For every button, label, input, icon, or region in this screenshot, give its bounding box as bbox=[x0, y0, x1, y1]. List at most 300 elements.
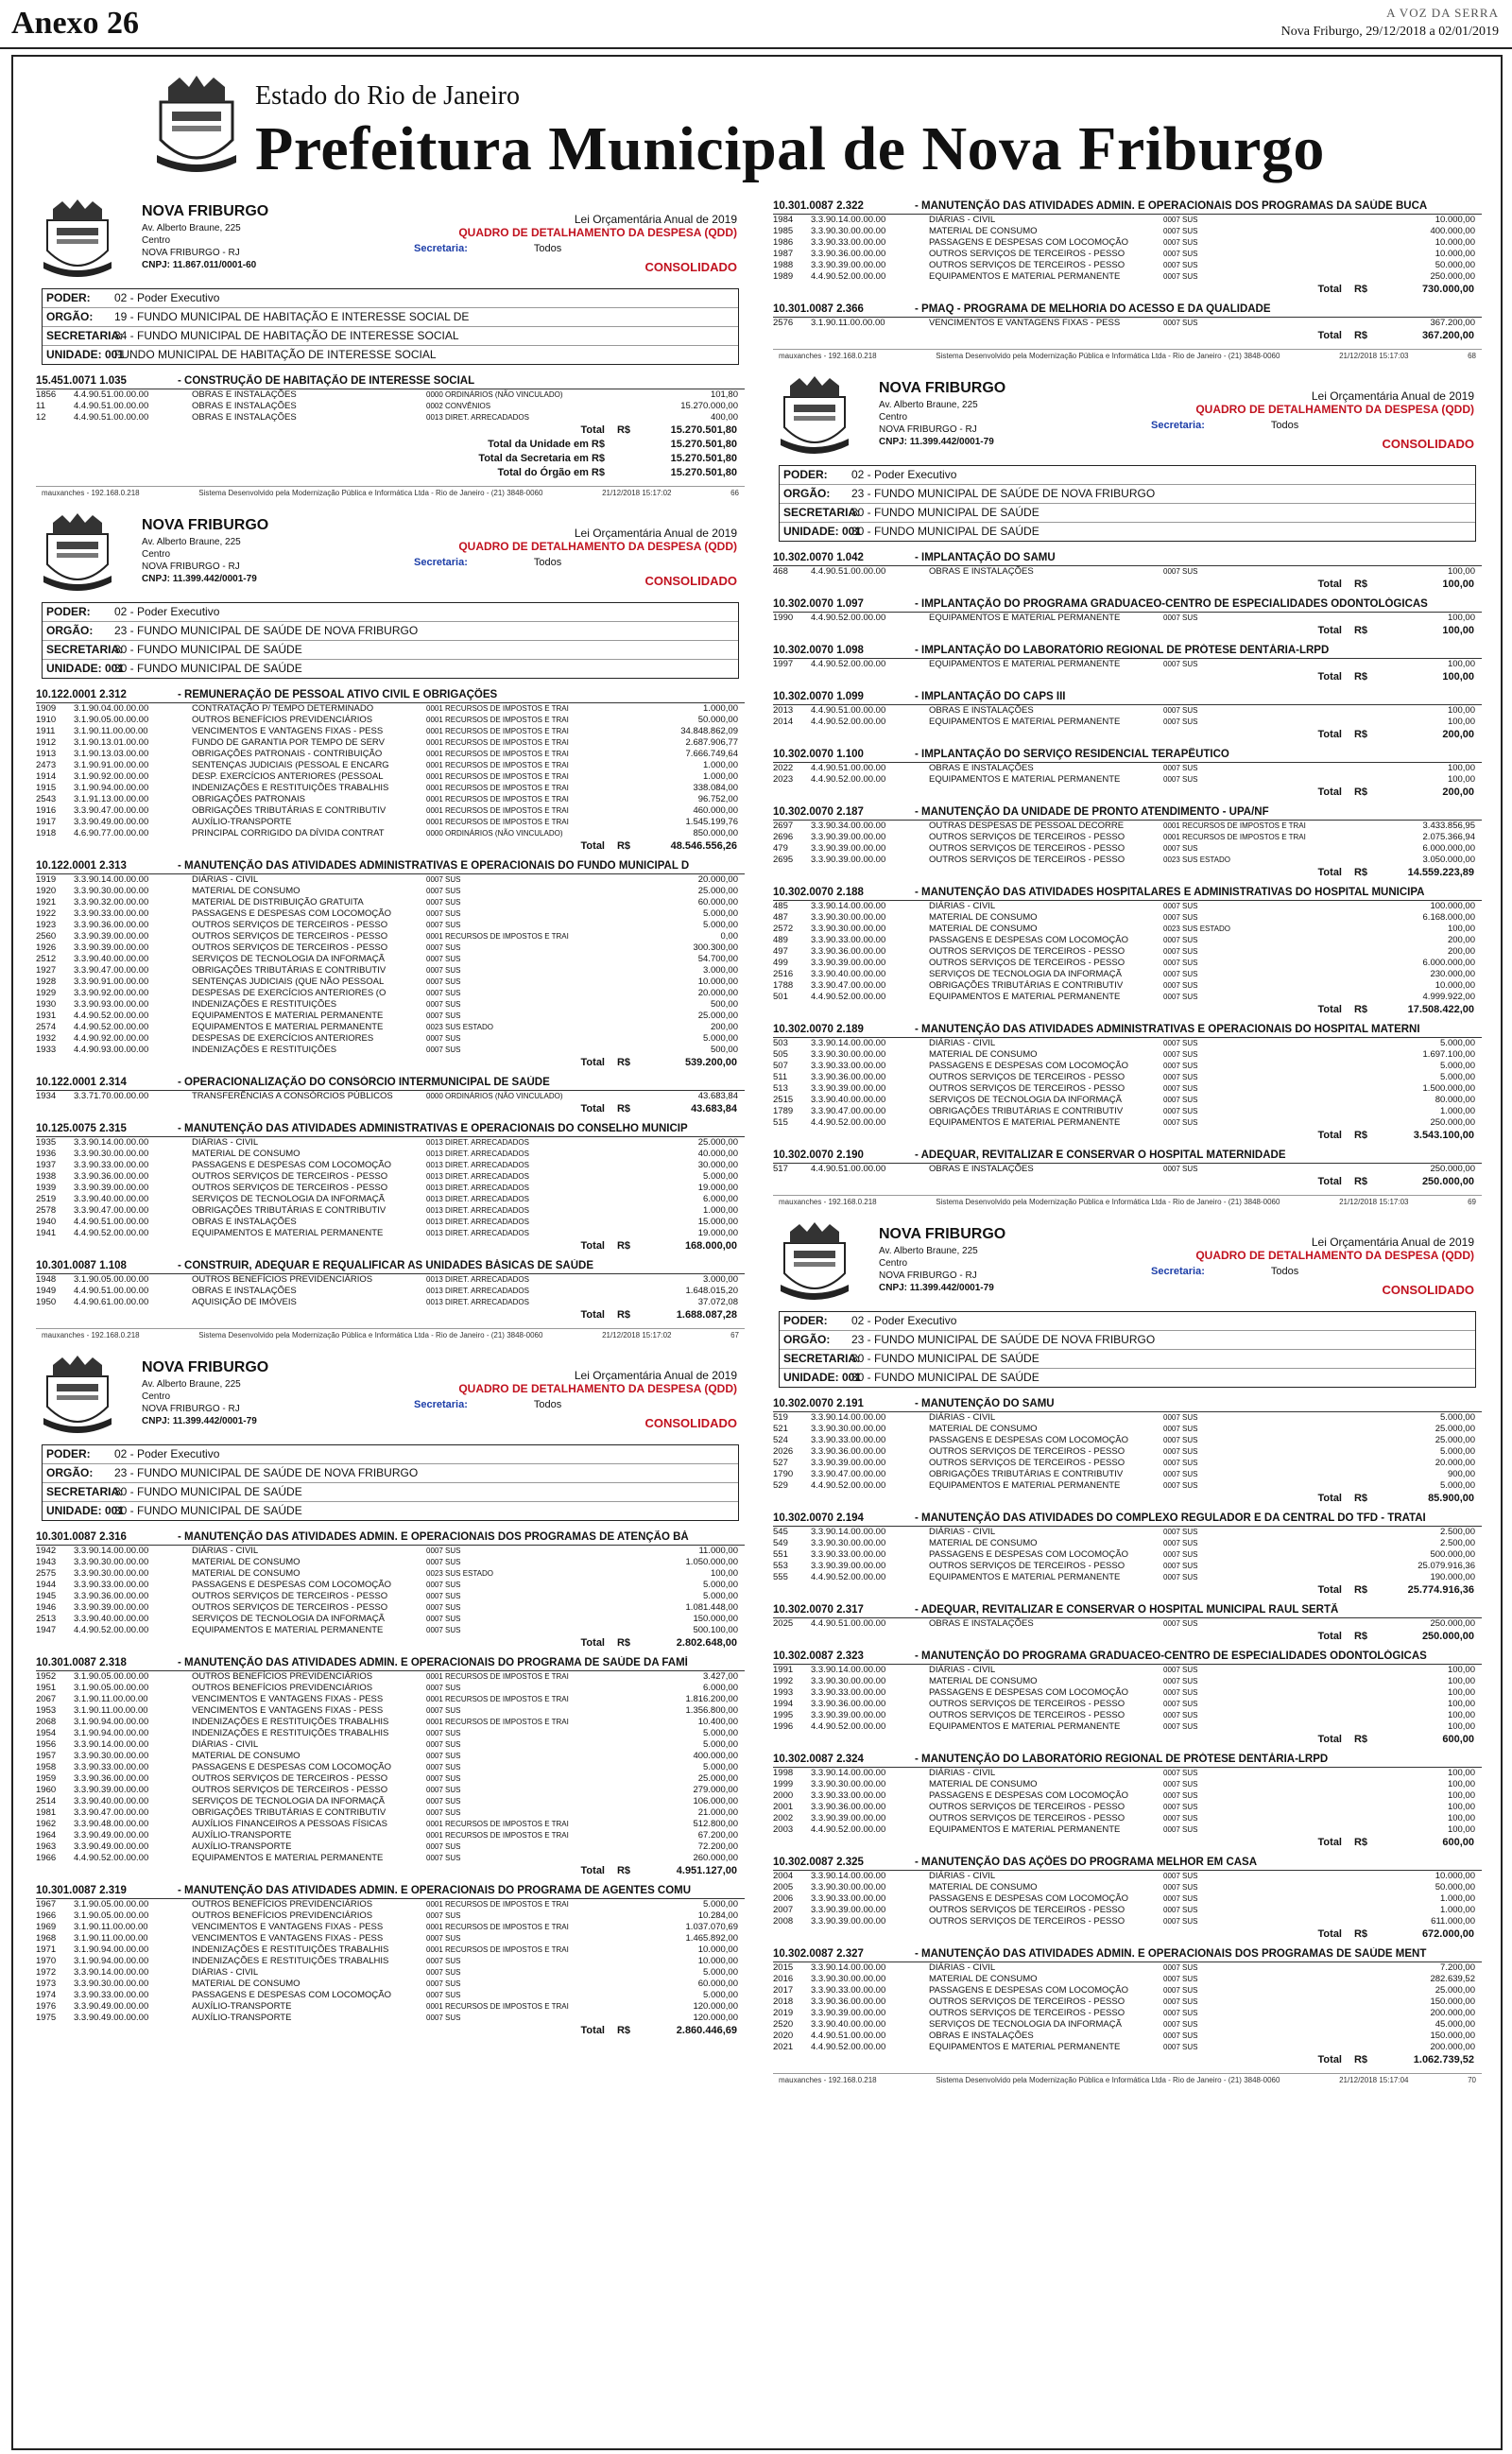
row-id: 2473 bbox=[36, 760, 57, 770]
total-currency: R$ bbox=[1353, 1130, 1368, 1141]
resource-source: 0013 DIRET. ARRECADADOS bbox=[426, 1275, 529, 1284]
nature-code: 4.4.90.52.00.00.00 bbox=[74, 1625, 149, 1635]
meta-row bbox=[43, 1502, 738, 1520]
total-label: Total bbox=[1317, 579, 1342, 590]
table-row bbox=[773, 1768, 1482, 1779]
amount: 1.000,00 bbox=[703, 1205, 738, 1216]
total-currency: R$ bbox=[1353, 729, 1368, 740]
table-row bbox=[773, 924, 1482, 935]
footer-text: mauxanches - 192.168.0.218 bbox=[779, 2076, 877, 2084]
table-row bbox=[36, 794, 745, 805]
nature-code: 3.3.90.39.00.00.00 bbox=[811, 832, 886, 842]
row-id: 1932 bbox=[36, 1033, 57, 1044]
table-row bbox=[773, 659, 1482, 670]
secretaria-value: Todos bbox=[1270, 1266, 1299, 1277]
nature-code: 3.3.90.36.00.00.00 bbox=[74, 920, 149, 930]
row-id: 2512 bbox=[36, 954, 57, 964]
resource-source: 0023 SUS ESTADO bbox=[426, 1023, 493, 1031]
expense-description: OBRAS E INSTALAÇÕES bbox=[929, 705, 1034, 716]
expense-description: OBRAS E INSTALAÇÕES bbox=[192, 1286, 297, 1296]
amount: 200,00 bbox=[710, 1022, 738, 1032]
expense-description: MATERIAL DE CONSUMO bbox=[929, 226, 1038, 236]
amount: 100,00 bbox=[1447, 1802, 1475, 1812]
action-title bbox=[773, 1149, 1482, 1164]
row-id: 513 bbox=[773, 1083, 788, 1094]
action-name: - MANUTENÇÃO DAS ATIVIDADES ADMIN. E OPERACIONAIS DO PROGRAMA DE AGENTES COMU bbox=[178, 1885, 692, 1896]
resource-source: 0013 DIRET. ARRECADADOS bbox=[426, 1218, 529, 1226]
total-label: Total bbox=[1317, 867, 1342, 878]
expense-description: OBRAS E INSTALAÇÕES bbox=[192, 412, 297, 423]
table-row bbox=[773, 1061, 1482, 1072]
table-row bbox=[773, 2042, 1482, 2053]
resource-source: 0007 SUS bbox=[426, 887, 461, 895]
resource-source: 0007 SUS bbox=[1163, 272, 1198, 281]
expense-description: OUTROS SERVIÇOS DE TERCEIROS - PESSO bbox=[929, 1699, 1125, 1709]
action-code: 10.122.0001 2.313 bbox=[36, 860, 127, 872]
expense-description: OUTROS SERVIÇOS DE TERCEIROS - PESSO bbox=[929, 1083, 1125, 1094]
amount: 10.000,00 bbox=[1435, 249, 1475, 259]
action-name: - MANUTENÇÃO DAS ATIVIDADES HOSPITALARES E ADMINISTRATIVAS DO HOSPITAL MUNICIPA bbox=[915, 887, 1425, 898]
resource-source: 0007 SUS bbox=[1163, 1107, 1198, 1115]
action-title bbox=[773, 1947, 1482, 1962]
expense-description: INDENIZAÇÕES E RESTITUIÇÕES bbox=[192, 999, 337, 1010]
row-id: 2008 bbox=[773, 1916, 794, 1927]
nature-code: 4.6.90.77.00.00.00 bbox=[74, 828, 149, 838]
row-id: 2001 bbox=[773, 1802, 794, 1812]
amount: 500.100,00 bbox=[693, 1625, 738, 1635]
table-row bbox=[36, 874, 745, 886]
total-label: Total bbox=[1317, 1004, 1342, 1015]
resource-source: 0007 SUS bbox=[1163, 902, 1198, 910]
table-row bbox=[36, 1705, 745, 1717]
action-code: 10.301.0087 2.316 bbox=[36, 1531, 127, 1543]
meta-key: SECRETARIA: bbox=[783, 506, 861, 519]
secretaria-filter bbox=[414, 1399, 561, 1410]
nature-code: 3.1.91.13.00.00.00 bbox=[74, 794, 149, 804]
expense-description: PRINCIPAL CORRIGIDO DA DÍVIDA CONTRAT bbox=[192, 828, 385, 838]
row-id: 517 bbox=[773, 1164, 788, 1174]
nature-code: 3.3.90.30.00.00.00 bbox=[811, 1882, 886, 1892]
expense-description: OUTROS SERVIÇOS DE TERCEIROS - PESSO bbox=[192, 1183, 388, 1193]
expense-description: DIÁRIAS - CIVIL bbox=[192, 1137, 259, 1148]
cnpj: CNPJ: 11.399.442/0001-79 bbox=[142, 1416, 257, 1426]
table-row bbox=[36, 1228, 745, 1239]
action-code: 10.302.0070 1.098 bbox=[773, 645, 864, 656]
table-row bbox=[773, 1549, 1482, 1561]
nature-code: 3.3.90.14.00.00.00 bbox=[74, 1546, 149, 1556]
amount: 5.000,00 bbox=[703, 1171, 738, 1182]
table-row bbox=[773, 935, 1482, 946]
secretaria-label: Secretaria: bbox=[414, 243, 468, 254]
expense-description: PASSAGENS E DESPESAS COM LOCOMOÇÃO bbox=[192, 1990, 391, 2000]
resource-source: 0001 RECURSOS DE IMPOSTOS E TRAI bbox=[426, 750, 569, 758]
nature-code: 3.3.90.14.00.00.00 bbox=[811, 1871, 886, 1881]
total-value: 100,00 bbox=[1442, 625, 1474, 636]
expense-description: AUXÍLIO-TRANSPORTE bbox=[192, 817, 292, 827]
footer-text: 21/12/2018 15:17:03 bbox=[1339, 352, 1409, 360]
total-row bbox=[773, 1129, 1482, 1143]
address-line: Av. Alberto Braune, 225 bbox=[879, 1246, 978, 1256]
resource-source: 0007 SUS bbox=[426, 1011, 461, 1020]
amount: 250.000,00 bbox=[1430, 1117, 1475, 1128]
expense-description: AUXÍLIO-TRANSPORTE bbox=[192, 1830, 292, 1840]
action-code: 10.301.0087 1.108 bbox=[36, 1260, 127, 1271]
meta-key: PODER: bbox=[783, 468, 828, 481]
resource-source: 0001 RECURSOS DE IMPOSTOS E TRAI bbox=[1163, 821, 1306, 830]
action-name: - MANUTENÇÃO DAS AÇÕES DO PROGRAMA MELHOR EM CASA bbox=[915, 1857, 1258, 1868]
expense-rows bbox=[773, 1768, 1482, 1836]
amount: 5.000,00 bbox=[703, 1899, 738, 1910]
row-id: 2006 bbox=[773, 1893, 794, 1904]
resource-source: 0007 SUS bbox=[1163, 936, 1198, 944]
row-id: 1964 bbox=[36, 1830, 57, 1840]
resource-source: 0013 DIRET. ARRECADADOS bbox=[426, 1172, 529, 1181]
table-row bbox=[773, 958, 1482, 969]
resource-source: 0013 DIRET. ARRECADADOS bbox=[426, 1206, 529, 1215]
expense-description: DIÁRIAS - CIVIL bbox=[929, 1768, 996, 1778]
total-label: Total bbox=[1317, 729, 1342, 740]
address-line: Av. Alberto Braune, 225 bbox=[142, 223, 241, 233]
expense-description: OBRAS E INSTALAÇÕES bbox=[192, 1217, 297, 1227]
table-row bbox=[773, 821, 1482, 832]
amount: 100,00 bbox=[1447, 1721, 1475, 1732]
expense-description: OBRAS E INSTALAÇÕES bbox=[929, 2031, 1034, 2041]
nature-code: 4.4.90.52.00.00.00 bbox=[811, 1117, 886, 1128]
row-id: 468 bbox=[773, 566, 788, 577]
total-value: 250.000,00 bbox=[1421, 1631, 1474, 1642]
action-code: 10.301.0087 2.319 bbox=[36, 1885, 127, 1896]
nature-code: 3.3.90.32.00.00.00 bbox=[74, 897, 149, 907]
resource-source: 0007 SUS bbox=[1163, 1814, 1198, 1823]
row-id: 511 bbox=[773, 1072, 788, 1082]
expense-description: MATERIAL DE CONSUMO bbox=[929, 1049, 1038, 1060]
nature-code: 4.4.90.51.00.00.00 bbox=[811, 2031, 886, 2041]
action-title bbox=[773, 597, 1482, 613]
expense-description: EQUIPAMENTOS E MATERIAL PERMANENTE bbox=[929, 271, 1121, 282]
expense-description: OUTROS SERVIÇOS DE TERCEIROS - PESSO bbox=[929, 1813, 1125, 1823]
total-value: 1.062.739,52 bbox=[1413, 2054, 1474, 2065]
expense-rows bbox=[773, 318, 1482, 329]
total-row bbox=[36, 438, 745, 452]
action-name: - CONSTRUÇÃO DE HABITAÇÃO DE INTERESSE SOCIAL bbox=[178, 375, 475, 387]
amount: 279.000,00 bbox=[693, 1785, 738, 1795]
action-title bbox=[36, 1656, 745, 1671]
qdd-title: QUADRO DE DETALHAMENTO DA DESPESA (QDD) bbox=[458, 1382, 737, 1395]
expense-description: OBRAS E INSTALAÇÕES bbox=[929, 566, 1034, 577]
amount: 1.000,00 bbox=[703, 760, 738, 770]
table-row bbox=[36, 1183, 745, 1194]
resource-source: 0013 DIRET. ARRECADADOS bbox=[426, 1138, 529, 1147]
nature-code: 4.4.90.51.00.00.00 bbox=[811, 763, 886, 773]
row-id: 1975 bbox=[36, 2013, 57, 2023]
nature-code: 4.4.90.52.00.00.00 bbox=[811, 271, 886, 282]
address-line: Centro bbox=[879, 1258, 908, 1269]
resource-source: 0007 SUS bbox=[426, 898, 461, 907]
total-value: 200,00 bbox=[1442, 729, 1474, 740]
total-currency: R$ bbox=[1353, 1631, 1368, 1642]
row-id: 529 bbox=[773, 1480, 788, 1491]
action-name: - PMAQ - PROGRAMA DE MELHORIA DO ACESSO E DA QUALIDADE bbox=[915, 303, 1271, 315]
expense-description: DIÁRIAS - CIVIL bbox=[929, 1412, 996, 1423]
nature-code: 3.1.90.05.00.00.00 bbox=[74, 1274, 149, 1285]
resource-source: 0013 DIRET. ARRECADADOS bbox=[426, 1161, 529, 1169]
table-row bbox=[36, 817, 745, 828]
total-label: Total bbox=[580, 1057, 605, 1068]
table-row bbox=[36, 1853, 745, 1864]
row-id: 485 bbox=[773, 901, 788, 911]
expense-description: MATERIAL DE CONSUMO bbox=[192, 1149, 301, 1159]
nature-code: 3.3.90.40.00.00.00 bbox=[74, 1614, 149, 1624]
secretaria-label: Secretaria: bbox=[414, 557, 468, 568]
nature-code: 3.3.90.47.00.00.00 bbox=[811, 1106, 886, 1116]
row-id: 503 bbox=[773, 1038, 788, 1048]
expense-rows bbox=[773, 763, 1482, 786]
total-currency: R$ bbox=[1353, 1837, 1368, 1848]
table-row bbox=[36, 1796, 745, 1807]
expense-description: OUTROS SERVIÇOS DE TERCEIROS - PESSO bbox=[929, 260, 1125, 270]
action-code: 10.302.0087 2.324 bbox=[773, 1754, 864, 1765]
nature-code: 4.4.90.52.00.00.00 bbox=[74, 1853, 149, 1863]
nature-code: 3.3.90.30.00.00.00 bbox=[811, 1424, 886, 1434]
resource-source: 0013 DIRET. ARRECADADOS bbox=[426, 413, 529, 422]
expense-description: OUTROS SERVIÇOS DE TERCEIROS - PESSO bbox=[929, 2008, 1125, 2018]
table-row bbox=[773, 980, 1482, 992]
nature-code: 3.1.90.92.00.00.00 bbox=[74, 771, 149, 782]
total-label: Total da Unidade em R$ bbox=[488, 439, 605, 450]
amount: 45.000,00 bbox=[1435, 2019, 1475, 2030]
row-id: 1921 bbox=[36, 897, 57, 907]
table-row bbox=[773, 1665, 1482, 1676]
expense-description: EQUIPAMENTOS E MATERIAL PERMANENTE bbox=[929, 613, 1121, 623]
nature-code: 3.3.90.39.00.00.00 bbox=[74, 1183, 149, 1193]
amount: 120.000,00 bbox=[693, 2013, 738, 2023]
amount: 5.000,00 bbox=[1440, 1480, 1475, 1491]
total-value: 168.000,00 bbox=[684, 1240, 737, 1252]
total-label: Total bbox=[580, 1865, 605, 1876]
nature-code: 3.3.90.30.00.00.00 bbox=[74, 886, 149, 896]
action-section bbox=[36, 1122, 745, 1253]
nature-code: 3.1.90.94.00.00.00 bbox=[74, 1944, 149, 1955]
amount: 6.168.000,00 bbox=[1422, 912, 1475, 923]
qdd-title: QUADRO DE DETALHAMENTO DA DESPESA (QDD) bbox=[458, 226, 737, 239]
action-section bbox=[773, 1650, 1482, 1747]
nature-code: 3.3.90.36.00.00.00 bbox=[74, 1591, 149, 1601]
total-row bbox=[36, 1636, 745, 1650]
expense-description: OUTROS BENEFÍCIOS PREVIDENCIÁRIOS bbox=[192, 1683, 373, 1693]
budget-law: Lei Orçamentária Anual de 2019 bbox=[574, 1369, 737, 1382]
resource-source: 0007 SUS bbox=[1163, 261, 1198, 269]
footer-text: 66 bbox=[730, 489, 739, 497]
nature-code: 3.1.90.05.00.00.00 bbox=[74, 715, 149, 725]
resource-source: 0007 SUS bbox=[1163, 1118, 1198, 1127]
org-address bbox=[142, 1378, 257, 1427]
nature-code: 4.4.90.52.00.00.00 bbox=[811, 774, 886, 785]
org-name: NOVA FRIBURGO bbox=[142, 203, 269, 219]
amount: 100,00 bbox=[1447, 613, 1475, 623]
expense-description: PASSAGENS E DESPESAS COM LOCOMOÇÃO bbox=[929, 1549, 1128, 1560]
meta-value: 34 - FUNDO MUNICIPAL DE HABITAÇÃO DE INTERESSE SOCIAL bbox=[114, 329, 459, 342]
meta-row bbox=[780, 1331, 1475, 1350]
action-name: - IMPLANTAÇÃO DO LABORATÓRIO REGIONAL DE PRÓTESE DENTÁRIA-LRPD bbox=[915, 645, 1330, 656]
action-code: 10.301.0087 2.322 bbox=[773, 200, 864, 212]
row-id: 1950 bbox=[36, 1297, 57, 1307]
action-code: 10.122.0001 2.312 bbox=[36, 689, 127, 700]
action-code: 15.451.0071 1.035 bbox=[36, 375, 127, 387]
amount: 1.000,00 bbox=[1440, 1893, 1475, 1904]
nature-code: 3.3.90.39.00.00.00 bbox=[811, 1561, 886, 1571]
amount: 100,00 bbox=[1447, 1665, 1475, 1675]
row-id: 1941 bbox=[36, 1228, 57, 1238]
amount: 500,00 bbox=[710, 1045, 738, 1055]
nature-code: 3.3.90.14.00.00.00 bbox=[811, 901, 886, 911]
action-section bbox=[36, 374, 745, 480]
amount: 10.000,00 bbox=[697, 976, 738, 987]
row-id: 1995 bbox=[773, 1710, 794, 1720]
row-id: 1933 bbox=[36, 1045, 57, 1055]
resource-source: 0007 SUS bbox=[1163, 959, 1198, 967]
table-row bbox=[773, 774, 1482, 786]
action-section bbox=[773, 1753, 1482, 1850]
amount: 25.000,00 bbox=[697, 886, 738, 896]
expense-description: AUXÍLIOS FINANCEIROS A PESSOAS FÍSICAS bbox=[192, 1819, 387, 1829]
nature-code: 3.3.90.40.00.00.00 bbox=[74, 1796, 149, 1806]
nature-code: 3.1.90.11.00.00.00 bbox=[74, 1694, 148, 1704]
expense-description: FUNDO DE GARANTIA POR TEMPO DE SERV bbox=[192, 737, 385, 748]
row-id: 1922 bbox=[36, 908, 57, 919]
expense-rows bbox=[773, 1665, 1482, 1733]
footer-text: Sistema Desenvolvido pela Modernização Pública e Informática Ltda - Rio de Janeiro - (21) 3848-0060 bbox=[936, 1198, 1280, 1206]
table-row bbox=[773, 566, 1482, 578]
nature-code: 3.3.90.36.00.00.00 bbox=[811, 249, 886, 259]
resource-source: 0007 SUS bbox=[426, 2013, 461, 2022]
nature-code: 3.3.90.14.00.00.00 bbox=[811, 1962, 886, 1973]
meta-value: 30 - FUNDO MUNICIPAL DE SAÚDE bbox=[851, 506, 1040, 519]
resource-source: 0007 SUS bbox=[426, 1752, 461, 1760]
amount: 10.000,00 bbox=[1435, 980, 1475, 991]
resource-source: 0007 SUS bbox=[426, 1968, 461, 1977]
expense-description: DESPESAS DE EXERCÍCIOS ANTERIORES (O bbox=[192, 988, 387, 998]
qdd-report-block bbox=[36, 508, 745, 1342]
row-id: 1914 bbox=[36, 771, 57, 782]
resource-source: 0007 SUS bbox=[1163, 2043, 1198, 2051]
action-name: - IMPLANTAÇÃO DO SERVIÇO RESIDENCIAL TERAPÊUTICO bbox=[915, 749, 1229, 760]
resource-source: 0007 SUS bbox=[426, 1774, 461, 1783]
resource-source: 0007 SUS bbox=[426, 1684, 461, 1692]
footer-text: 67 bbox=[730, 1331, 739, 1339]
row-id: 1956 bbox=[36, 1739, 57, 1750]
total-value: 3.543.100,00 bbox=[1413, 1130, 1474, 1141]
expense-description: OBRIGAÇÕES PATRONAIS bbox=[192, 794, 306, 804]
expense-rows bbox=[773, 613, 1482, 624]
row-id: 11 bbox=[36, 401, 45, 411]
resource-source: 0007 SUS bbox=[1163, 1688, 1198, 1697]
report-footer bbox=[36, 486, 745, 500]
action-name: - IMPLANTAÇÃO DO PROGRAMA GRADUACEO-CENTRO DE ESPECIALIDADES ODONTOLÓGICAS bbox=[915, 598, 1428, 610]
row-id: 1927 bbox=[36, 965, 57, 976]
row-id: 1939 bbox=[36, 1183, 57, 1193]
table-row bbox=[36, 2013, 745, 2024]
address-line: Av. Alberto Braune, 225 bbox=[879, 400, 978, 410]
table-row bbox=[773, 1106, 1482, 1117]
resource-source: 0001 RECURSOS DE IMPOSTOS E TRAI bbox=[426, 772, 569, 781]
org-address bbox=[879, 1245, 994, 1294]
footer-text: 70 bbox=[1468, 2076, 1476, 2084]
table-row bbox=[36, 908, 745, 920]
total-label: Total bbox=[580, 2025, 605, 2036]
expense-description: OUTROS SERVIÇOS DE TERCEIROS - PESSO bbox=[929, 855, 1125, 865]
action-name: - MANUTENÇÃO DAS ATIVIDADES ADMIN. E OPERACIONAIS DOS PROGRAMAS DE SAÚDE MENT bbox=[915, 1948, 1427, 1960]
expense-description: VENCIMENTOS E VANTAGENS FIXAS - PESS bbox=[192, 1933, 384, 1944]
expense-description: DIÁRIAS - CIVIL bbox=[192, 1967, 259, 1978]
amount: 20.000,00 bbox=[1435, 1458, 1475, 1468]
expense-description: OUTROS SERVIÇOS DE TERCEIROS - PESSO bbox=[929, 946, 1125, 957]
amount: 1.000,00 bbox=[1440, 1106, 1475, 1116]
expense-description: OUTROS BENEFÍCIOS PREVIDENCIÁRIOS bbox=[192, 715, 373, 725]
amount: 5.000,00 bbox=[703, 920, 738, 930]
table-row bbox=[36, 1022, 745, 1033]
meta-value: 30 - FUNDO MUNICIPAL DE SAÚDE bbox=[114, 1485, 302, 1498]
row-id: 2016 bbox=[773, 1974, 794, 1984]
report-footer bbox=[773, 1195, 1482, 1209]
expense-description: MATERIAL DE CONSUMO bbox=[192, 1568, 301, 1579]
action-name: - ADEQUAR, REVITALIZAR E CONSERVAR O HOSPITAL MATERNIDADE bbox=[915, 1149, 1286, 1161]
resource-source: 0007 SUS bbox=[1163, 1700, 1198, 1708]
footer-text: Sistema Desenvolvido pela Modernização Pública e Informática Ltda - Rio de Janeiro - (21) 3848-0060 bbox=[936, 2076, 1280, 2084]
action-title bbox=[773, 1856, 1482, 1871]
nature-code: 3.3.90.36.00.00.00 bbox=[811, 1996, 886, 2007]
meta-value: 30 - FUNDO MUNICIPAL DE SAÚDE bbox=[114, 1504, 302, 1517]
nature-code: 4.4.90.52.00.00.00 bbox=[74, 1022, 149, 1032]
resource-source: 0023 SUS ESTADO bbox=[426, 1569, 493, 1578]
action-code: 10.302.0070 2.188 bbox=[773, 887, 864, 898]
resource-source: 0007 SUS bbox=[426, 1842, 461, 1851]
total-label: Total bbox=[1317, 1631, 1342, 1642]
nature-code: 4.4.90.52.00.00.00 bbox=[811, 1572, 886, 1582]
resource-source: 0007 SUS bbox=[1163, 1481, 1198, 1490]
expense-description: AQUISIÇÃO DE IMÓVEIS bbox=[192, 1297, 297, 1307]
nature-code: 3.3.90.33.00.00.00 bbox=[811, 1790, 886, 1801]
table-row bbox=[36, 1990, 745, 2001]
row-id: 2026 bbox=[773, 1446, 794, 1457]
amount: 150.000,00 bbox=[1430, 2031, 1475, 2041]
resource-source: 0007 SUS bbox=[1163, 1165, 1198, 1173]
row-id: 1926 bbox=[36, 942, 57, 953]
resource-source: 0007 SUS bbox=[1163, 1447, 1198, 1456]
row-id: 1943 bbox=[36, 1557, 57, 1567]
total-currency: R$ bbox=[1353, 867, 1368, 878]
nature-code: 3.3.90.30.00.00.00 bbox=[811, 912, 886, 923]
row-id: 521 bbox=[773, 1424, 788, 1434]
action-section bbox=[36, 1656, 745, 1878]
expense-description: SERVIÇOS DE TECNOLOGIA DA INFORMAÇÃ bbox=[929, 1095, 1122, 1105]
row-id: 1966 bbox=[36, 1910, 57, 1921]
table-row bbox=[36, 1922, 745, 1933]
amount: 100,00 bbox=[1447, 1813, 1475, 1823]
table-row bbox=[773, 1974, 1482, 1985]
expense-description: OUTROS SERVIÇOS DE TERCEIROS - PESSO bbox=[929, 843, 1125, 854]
table-row bbox=[36, 965, 745, 976]
action-title bbox=[773, 644, 1482, 659]
expense-description: OUTROS SERVIÇOS DE TERCEIROS - PESSO bbox=[192, 1785, 388, 1795]
meta-row bbox=[43, 1464, 738, 1483]
row-id: 1911 bbox=[36, 726, 56, 736]
address-line: NOVA FRIBURGO - RJ bbox=[879, 1270, 977, 1281]
action-title bbox=[773, 551, 1482, 566]
expense-description: OUTROS SERVIÇOS DE TERCEIROS - PESSO bbox=[192, 931, 388, 942]
table-row bbox=[773, 1458, 1482, 1469]
qdd-title: QUADRO DE DETALHAMENTO DA DESPESA (QDD) bbox=[1195, 403, 1474, 416]
meta-value: 02 - Poder Executivo bbox=[114, 1447, 220, 1460]
